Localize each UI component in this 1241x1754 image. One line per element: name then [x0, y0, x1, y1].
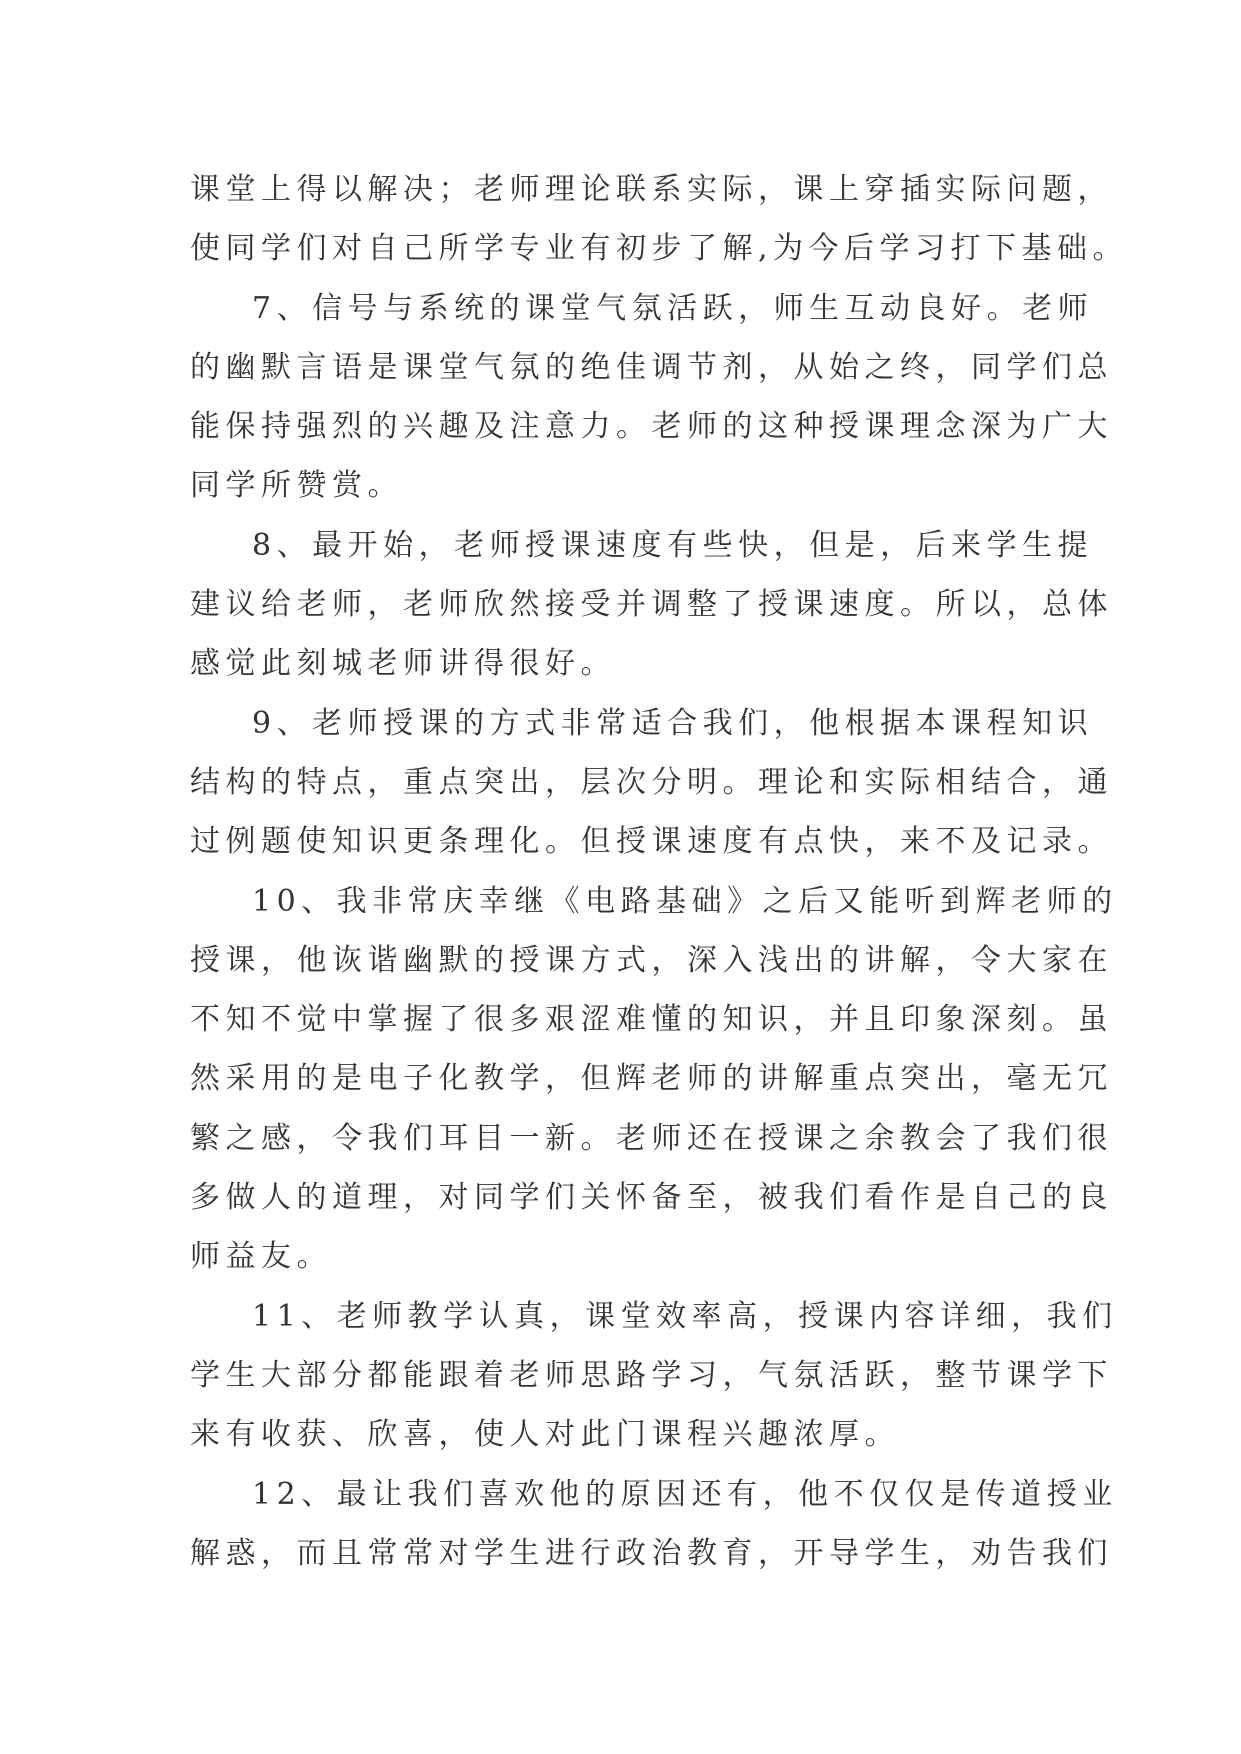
- text-line: 课堂上得以解决；老师理论联系实际，课上穿插实际问题，: [190, 172, 1113, 207]
- text-line: 授课，他诙谐幽默的授课方式，深入浅出的讲解，令大家在: [190, 942, 1113, 978]
- text-line: 来有收获、欣喜，使人对此门课程兴趣浓厚。: [190, 1417, 900, 1453]
- body-text: [190, 160, 1129, 1583]
- text-line: 然采用的是电子化教学，但辉老师的讲解重点突出，毫无冗: [190, 1061, 1113, 1097]
- paragraph-start-10: 10、我非常庆幸继《电路基础》之后又能听到辉老师的: [252, 883, 1118, 919]
- text-line: 建议给老师，老师欣然接受并调整了授课速度。所以，总体: [190, 587, 1113, 623]
- text-line: 同学所赞赏。: [190, 468, 403, 504]
- text-line: 师益友。: [190, 1239, 332, 1275]
- text-line: 的幽默言语是课堂气氛的绝佳调节剂，从始之终，同学们总: [190, 349, 1113, 385]
- paragraph-start-8: 8、最开始，老师授课速度有些快，但是，后来学生提: [252, 527, 1094, 563]
- text-line: 不知不觉中掌握了很多艰涩难懂的知识，并且印象深刻。虽: [190, 1002, 1113, 1038]
- paragraph-start-7: 7、信号与系统的课堂气氛活跃，师生互动良好。老师: [252, 290, 1094, 326]
- text-line: 多做人的道理，对同学们关怀备至，被我们看作是自己的良: [190, 1180, 1113, 1216]
- text-line: 学生大部分都能跟着老师思路学习，气氛活跃，整节课学下: [190, 1357, 1113, 1393]
- text-line: 过例题使知识更条理化。但授课速度有点快，来不及记录。: [190, 824, 1113, 860]
- text-line: 繁之感，令我们耳目一新。老师还在授课之余教会了我们很: [190, 1120, 1113, 1156]
- text-line: 使同学们对自己所学专业有初步了解,为今后学习打下基础。: [190, 231, 1129, 267]
- text-line: 解惑，而且常常对学生进行政治教育，开导学生，劝告我们: [190, 1535, 1113, 1571]
- paragraph-start-11: 11、老师教学认真，课堂效率高，授课内容详细，我们: [252, 1298, 1118, 1334]
- paragraph-start-12: 12、最让我们喜欢他的原因还有，他不仅仅是传道授业: [252, 1476, 1118, 1512]
- text-line: 感觉此刻城老师讲得很好。: [190, 646, 616, 682]
- paragraph-start-9: 9、老师授课的方式非常适合我们，他根据本课程知识: [252, 705, 1094, 741]
- text-line: 结构的特点，重点突出，层次分明。理论和实际相结合，通: [190, 764, 1113, 800]
- text-line: 能保持强烈的兴趣及注意力。老师的这种授课理念深为广大: [190, 409, 1113, 445]
